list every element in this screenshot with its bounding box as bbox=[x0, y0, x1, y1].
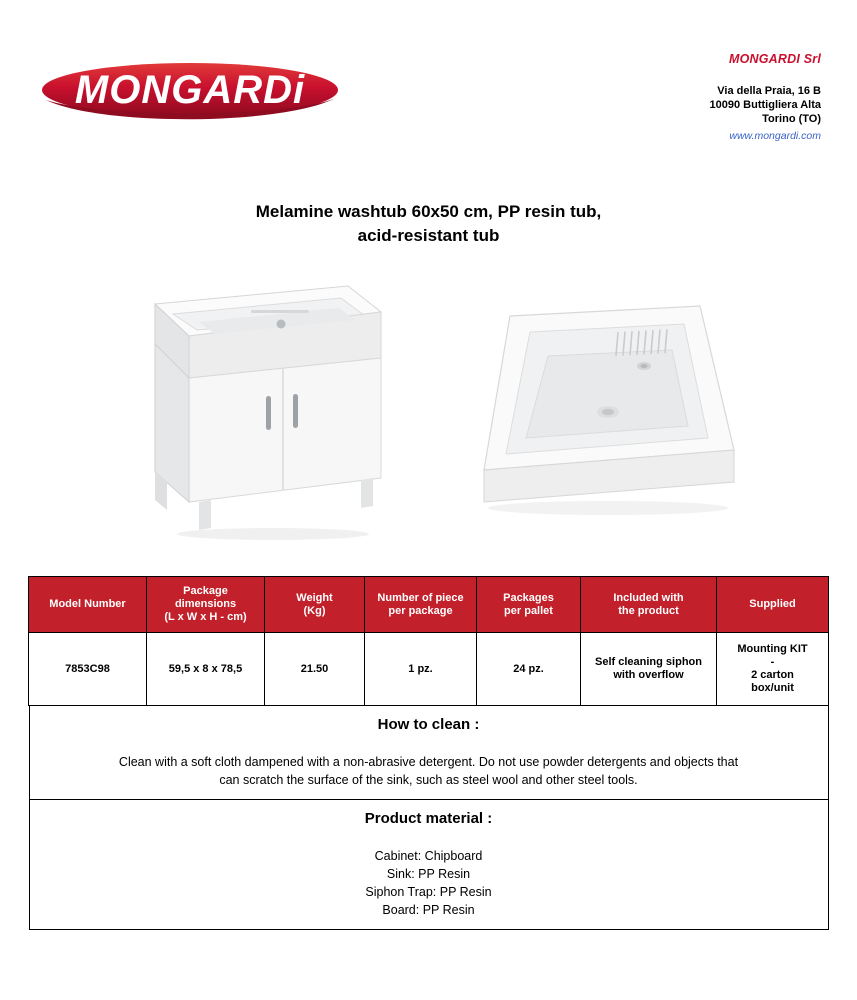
product-images bbox=[28, 266, 829, 566]
washtub-cabinet-image bbox=[133, 266, 393, 551]
header-pallet-line2: per pallet bbox=[504, 604, 553, 617]
company-website-link[interactable]: www.mongardi.com bbox=[729, 130, 821, 142]
header-pieces-line2: per package bbox=[388, 604, 453, 617]
address-line-2: 10090 Buttigliera Alta bbox=[709, 99, 821, 111]
cell-included-with-product bbox=[581, 633, 717, 706]
header-weight-line1: Weight bbox=[296, 591, 333, 604]
specifications-table bbox=[28, 576, 829, 706]
header-weight bbox=[265, 577, 365, 633]
pp-resin-tub-image bbox=[468, 294, 748, 529]
table-row bbox=[29, 633, 829, 706]
logo-icon bbox=[40, 54, 350, 126]
document-header bbox=[28, 0, 829, 144]
cell-included-line1: Self cleaning siphon bbox=[595, 656, 702, 668]
cell-supplied bbox=[717, 633, 829, 706]
page-title-line-1: Melamine washtub 60x50 cm, PP resin tub, bbox=[255, 202, 602, 221]
product-material-heading-row bbox=[29, 800, 828, 838]
product-material-line-2: Sink: PP Resin bbox=[386, 867, 471, 881]
page-title bbox=[28, 200, 829, 248]
table-header-row bbox=[29, 577, 829, 633]
header-pieces-line1: Number of piece bbox=[377, 591, 464, 604]
header-supplied-label: Supplied bbox=[749, 598, 796, 610]
cell-model-number: 7853C98 bbox=[29, 633, 147, 706]
mongardi-logo bbox=[40, 54, 350, 131]
header-package-dimensions bbox=[147, 577, 265, 633]
header-package-dimensions-line2: dimensions bbox=[174, 598, 237, 610]
svg-text:MONGARDi: MONGARDi bbox=[74, 68, 306, 112]
header-included-line1: Included with bbox=[613, 591, 684, 604]
cell-package-dimensions: 59,5 x 8 x 78,5 bbox=[147, 633, 265, 706]
product-material-heading: Product material : bbox=[29, 800, 828, 838]
header-model-number bbox=[29, 577, 147, 633]
header-included-with-product bbox=[581, 577, 717, 633]
cell-supplied-line2: - bbox=[770, 656, 775, 668]
address-line-1: Via della Praia, 16 B bbox=[717, 85, 821, 97]
product-material-line-1: Cabinet: Chipboard bbox=[374, 849, 483, 863]
product-material-text bbox=[29, 837, 828, 930]
company-address bbox=[710, 84, 821, 126]
company-info bbox=[710, 52, 821, 144]
header-model-number-label: Model Number bbox=[49, 598, 126, 610]
how-to-clean-heading: How to clean : bbox=[29, 706, 828, 743]
cell-packages-per-pallet: 24 pz. bbox=[477, 633, 581, 706]
cell-included-line2: with overflow bbox=[613, 669, 684, 681]
product-material-line-4: Board: PP Resin bbox=[382, 903, 475, 917]
header-weight-line2: (Kg) bbox=[303, 604, 326, 617]
header-package-dimensions-line3: (L x W x H - cm) bbox=[164, 611, 247, 623]
product-material-line-3: Siphon Trap: PP Resin bbox=[365, 885, 492, 899]
header-pallet-line1: Packages bbox=[503, 591, 554, 604]
address-line-3: Torino (TO) bbox=[762, 113, 821, 125]
cell-supplied-line4: box/unit bbox=[751, 682, 794, 694]
information-table bbox=[29, 706, 829, 930]
how-to-clean-line-2: can scratch the surface of the sink, such as steel wool and other steel tools. bbox=[219, 773, 638, 787]
washtub-cabinet-illustration bbox=[133, 266, 393, 546]
pp-resin-tub-illustration bbox=[468, 294, 748, 524]
header-packages-per-pallet bbox=[477, 577, 581, 633]
cell-supplied-line3: 2 carton bbox=[751, 669, 794, 681]
cell-pieces-per-package: 1 pz. bbox=[365, 633, 477, 706]
company-name: MONGARDI Srl bbox=[729, 52, 821, 66]
cell-supplied-line1: Mounting KIT bbox=[737, 643, 808, 655]
product-material-body-row bbox=[29, 837, 828, 930]
how-to-clean-line-1: Clean with a soft cloth dampened with a non-abrasive detergent. Do not use powder detergents and objects that bbox=[118, 755, 739, 769]
how-to-clean-text bbox=[29, 743, 828, 800]
header-pieces-per-package bbox=[365, 577, 477, 633]
header-included-line2: the product bbox=[618, 604, 679, 617]
cell-weight: 21.50 bbox=[265, 633, 365, 706]
header-package-dimensions-line1: Package bbox=[183, 585, 228, 597]
how-to-clean-heading-row bbox=[29, 706, 828, 743]
how-to-clean-body-row bbox=[29, 743, 828, 800]
page-title-line-2: acid-resistant tub bbox=[357, 226, 500, 245]
header-supplied bbox=[717, 577, 829, 633]
